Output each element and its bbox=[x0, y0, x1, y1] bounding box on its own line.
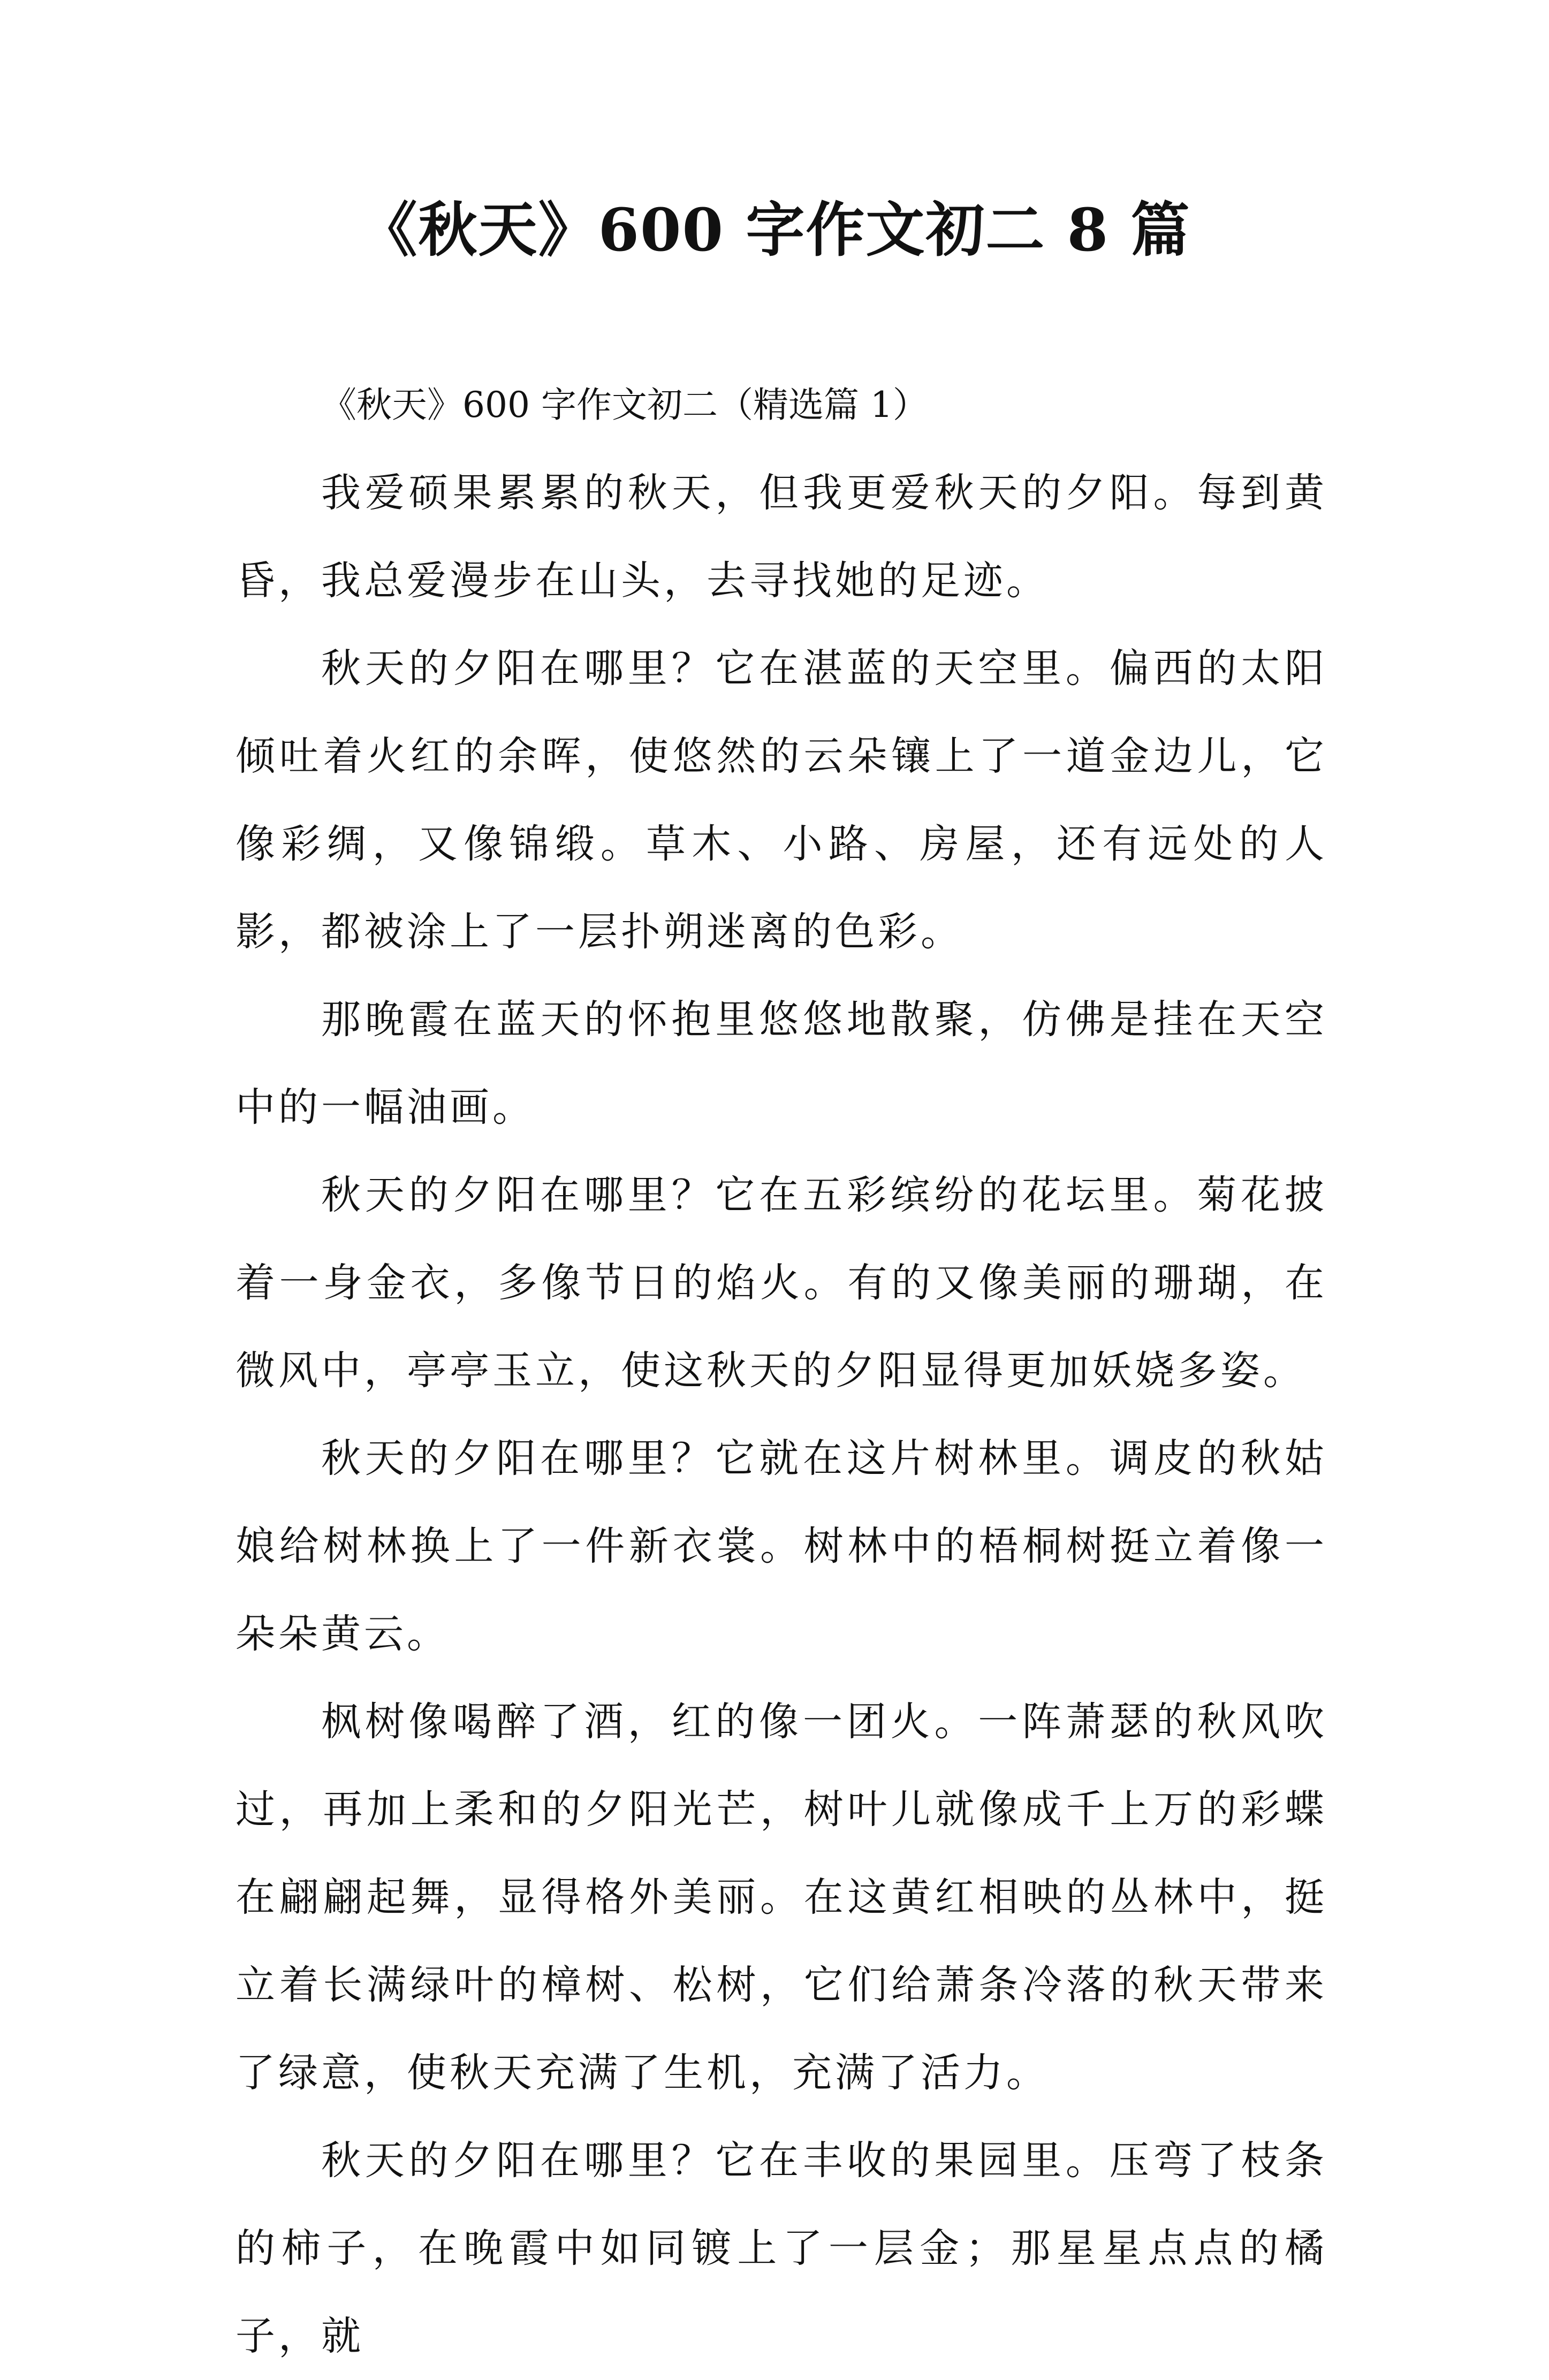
document-body bbox=[236, 361, 1327, 2380]
paragraph: 那晚霞在蓝天的怀抱里悠悠地散聚，仿佛是挂在天空中的一幅油画。 bbox=[236, 997, 1327, 1130]
paragraph: 枫树像喝醉了酒，红的像一团火。一阵萧瑟的秋风吹过，再加上柔和的夕阳光芒，树叶儿就像成千上万的彩蝶在翩翩起舞，显得格外美丽。在这黄红相映的丛林中，挺立着长满绿叶的樟树、松树，它们给萧条冷落的秋天带来了绿意，使秋天充满了生机，充满了活力。 bbox=[236, 1699, 1327, 2096]
paragraph: 秋天的夕阳在哪里？它就在这片树林里。调皮的秋姑娘给树林换上了一件新衣裳。树林中的梧桐树挺立着像一朵朵黄云。 bbox=[236, 1435, 1327, 1657]
paragraph: 秋天的夕阳在哪里？它在丰收的果园里。压弯了枝条的柿子，在晚霞中如同镀上了一层金；那星星点点的橘子，就 bbox=[236, 2138, 1327, 2359]
document-title: 《秋天》600 字作文初二 8 篇 bbox=[358, 195, 1191, 264]
paragraph: 秋天的夕阳在哪里？它在湛蓝的天空里。偏西的太阳倾吐着火红的余晖，使悠然的云朵镶上了一道金边儿，它像彩绸，又像锦缎。草木、小路、房屋，还有远处的人影，都被涂上了一层扑朔迷离的色彩。 bbox=[236, 645, 1327, 955]
section-heading: 《秋天》600 字作文初二（精选篇 1） bbox=[321, 384, 928, 425]
paragraph: 我爱硕果累累的秋天，但我更爱秋天的夕阳。每到黄昏，我总爱漫步在山头，去寻找她的足迹。 bbox=[236, 470, 1327, 604]
paragraph: 秋天的夕阳在哪里？它在五彩缤纷的花坛里。菊花披着一身金衣，多像节日的焰火。有的又像美丽的珊瑚，在微风中，亭亭玉立，使这秋天的夕阳显得更加妖娆多姿。 bbox=[236, 1172, 1327, 1394]
